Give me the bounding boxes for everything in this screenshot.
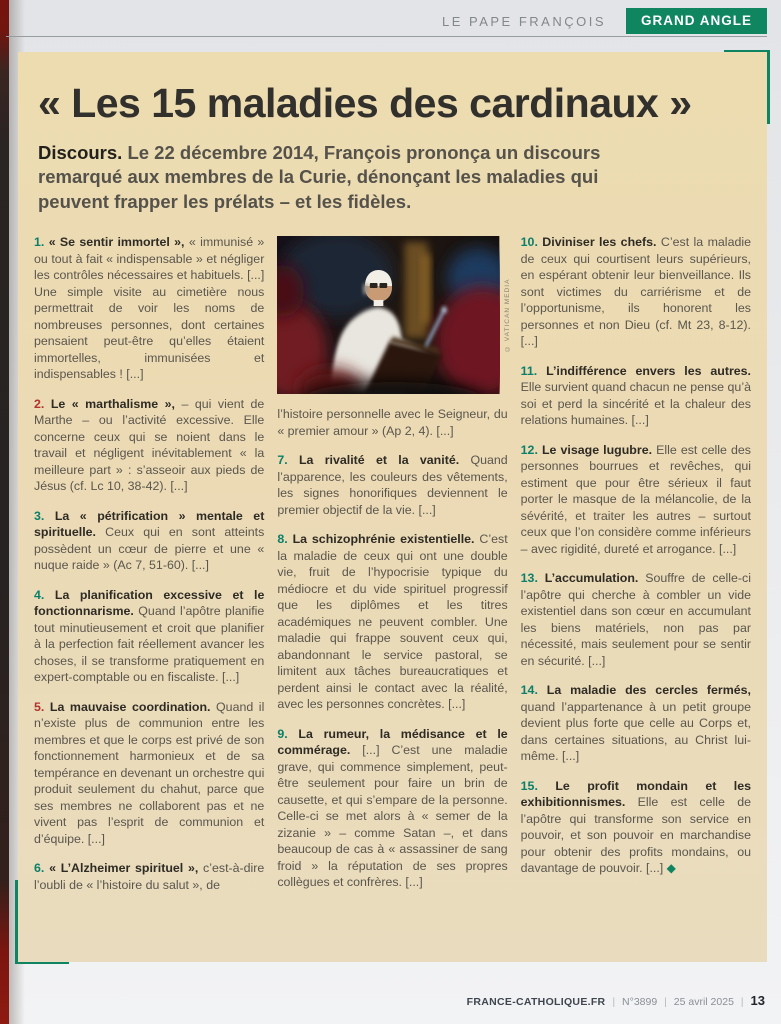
item-lead: Le « marthalisme », [50,396,175,411]
article-columns [32,230,753,906]
item-number: 3. [34,508,55,523]
footer-separator: | [612,997,616,1008]
item-text: Elle est celle des personnes bourrues et revêches, qui estiment que pour être sérieux il faut porter le masque de la mélancolie, de la sévérité, et traiter les autres – surtout ceux que l’on considère comme inférieurs – avec rigidité, dureté et arrogance. [...] [520,442,751,556]
article-item [277,726,507,891]
footer-separator: | [664,997,667,1008]
item-number: 4. [34,587,55,602]
item-number: 15. [520,778,556,793]
item-text: l’histoire personnelle avec le Seigneur, du « premier amour » (Ap 2, 4). [...] [277,407,508,438]
item-lead: La planification excessive et le fonctionnarisme. [34,587,265,619]
item-text: Ceux qui en sont atteints possèdent un cœur de pierre et une « nuque raide » (Ac 7, 51-60). [...] [34,525,265,573]
article-item [521,682,751,765]
item-number: 10. [520,235,543,250]
article-item [277,452,507,518]
item-lead: Diviniser les chefs. [542,235,657,250]
article-item [277,531,507,713]
article-item [521,234,751,350]
article-title [38,80,753,127]
item-text: [...] C’est une maladie grave, qui commence simplement, peut-être seulement pour faire un brin de causette, et qui s’empare de la personne. Celle-ci se met alors à « semer de la zizanie » – comme Satan –, et dans beaucoup de cas à « assassiner de sang froid » la réputation de ses propres collègues et confrères. [...] [277,743,508,890]
article-item [34,587,264,686]
standfirst-lead: Discours. [38,142,123,163]
article-item [521,570,751,669]
pope-francis-photo-art [277,236,499,394]
footer-page-number: 13 [750,993,765,1008]
item-lead: « Se sentir immortel », [48,235,185,250]
column-3 [521,234,751,906]
item-number: 13. [520,571,545,586]
article-standfirst [38,141,610,214]
article-item [34,699,264,848]
article-item [521,363,751,429]
item-text: C’est la maladie de ceux qui ont une double vie, fruit de l’hypocrisie typique du médiocre et du vide spirituel progressif que les diplômes et les titres académiques ne peuvent combler. Une maladie qui frappe souvent ceux qui, abandonnant le service pastoral, se limitent aux tâches bureaucratiques et perdent ainsi le contact avec la réalité, avec les personnes concrètes. [...] [277,532,508,712]
column-2-items [277,406,507,891]
article-sheet [18,52,767,962]
item-text: C’est la maladie de ceux qui courtisent leurs supérieurs, en espérant obtenir leur bienveillance. Ils sont victimes du carriérisme et de l’opportunisme, ils honorent les personnes et non Dieu (cf. Mt 23, 8-12). [...] [520,235,751,349]
column-1 [34,234,264,906]
item-lead: Le profit mondain et les exhibitionnismes. [520,778,751,810]
item-lead: La « pétrification » mentale et spirituelle. [34,508,265,540]
page-header [0,8,767,34]
grand-angle-badge: GRAND ANGLE [626,8,767,34]
item-lead: Le visage lugubre. [541,442,653,457]
item-text: « immunisé » ou tout à fait « indispensable » et négliger les contrôles nécessaires et habituels. [...] Une simple visite au cimetière nous permettrait de voir les noms de nombreuses personnes, dont certaines pensaient peut-être qu’elles étaient immortelles, immunisées et indispensables ! [...] [34,235,265,382]
item-number: 7. [277,453,299,468]
pope-francis-photo [277,236,511,394]
item-lead: « L’Alzheimer spirituel », [49,861,199,876]
item-number: 5. [34,699,50,714]
item-number: 8. [277,532,293,547]
title-segment: » [658,80,692,126]
item-text: c’est-à-dire l’oubli de « l’histoire du salut », de [34,861,265,892]
article-item [521,778,751,877]
footer-separator: | [740,997,744,1008]
title-segment-bold: 15 [151,80,196,126]
item-lead: L’accumulation. [544,571,639,586]
article-item-continuation [277,406,507,439]
title-segment-bold: des cardinaux [389,80,659,126]
article-item [521,442,751,558]
article-item [34,860,264,893]
item-number: 9. [277,726,299,741]
page-spine-edge [0,0,9,1024]
item-lead: La mauvaise coordination. [49,699,211,714]
footer-date: 25 avril 2025 [673,996,734,1008]
item-text: quand l’appartenance à un petit groupe devient plus forte que celle au Corps et, dans certaines situations, au Christ lui-même. [...] [520,699,751,764]
end-diamond-icon: ◆ [663,861,676,876]
item-text: Elle est celle de l’apôtre qui transforme son service en pouvoir, et son pouvoir en marchandise pour obtenir des profits mondains, ou davantage de pouvoir. [...] [520,795,751,876]
item-text: Quand l’apparence, les couleurs des vêtements, les signes honorifiques deviennent le premier objectif de la vie. [...] [277,453,508,517]
item-lead: La schizophrénie existentielle. [292,532,475,547]
photo-credit: © VATICAN MEDIA [503,278,511,352]
item-lead: La maladie des cercles fermés, [546,683,751,698]
item-lead: L’indifférence envers les autres. [546,363,751,378]
article-item [34,234,264,383]
header-rule [6,36,767,37]
title-segment: maladies [195,80,390,126]
article-item [34,396,264,495]
footer-site: FRANCE-CATHOLIQUE.FR [466,996,606,1008]
item-text: – qui vient de Marthe – ou l’activité excessive. Elle concerne ceux qui se noient dans le travail et négligent inévitablement « la meilleure part » : s’asseoir aux pieds de Jésus (cf. Lc 10, 38-42). [...] [34,396,265,494]
footer-issue: N°3899 [622,996,658,1008]
item-text: Quand il n’existe plus de communion entre les membres et que le corps est privé de son fonctionnement harmonieux et de sa tempérance en devenant un orchestre qui produit seulement du chahut, parce que ses membres ne collaborent pas et ne vivent pas l’esprit de communion et d’équipe. [...] [34,699,265,846]
item-text: Quand l’apôtre planifie tout minutieusement et croit que planifier à la perfection fait réellement avancer les choses, il se transforme pratiquement en expert-comptable ou en fiscaliste. [...] [34,604,265,685]
item-number: 1. [34,235,49,250]
item-number: 11. [520,363,547,378]
column-2 [277,234,511,906]
section-kicker: LE PAPE FRANÇOIS [441,13,606,29]
item-number: 6. [34,861,50,876]
item-number: 14. [520,683,547,698]
item-number: 12. [520,442,542,457]
item-lead: La rivalité et la vanité. [298,453,460,468]
item-number: 2. [34,396,51,411]
article-item [34,508,264,574]
title-segment: « Les [38,80,152,126]
standfirst-text: Le 22 décembre 2014, François prononça un discours remarqué aux membres de la Curie, dénonçant les maladies qui peuvent frapper les prélats – et les fidèles. [38,142,601,212]
item-text: Souffre de celle-ci l’apôtre qui cherche à combler un vide existentiel dans son cœur en accumulant les biens matériels, non pas par nécessité, mais seulement pour se sentir en sécurité. [...] [520,571,751,668]
page-footer [467,993,765,1008]
item-text: Elle survient quand chacun ne pense qu’à soi et perd la sincérité et la chaleur des relations humaines. [...] [520,380,751,428]
item-lead: La rumeur, la médisance et le commérage. [277,726,508,758]
